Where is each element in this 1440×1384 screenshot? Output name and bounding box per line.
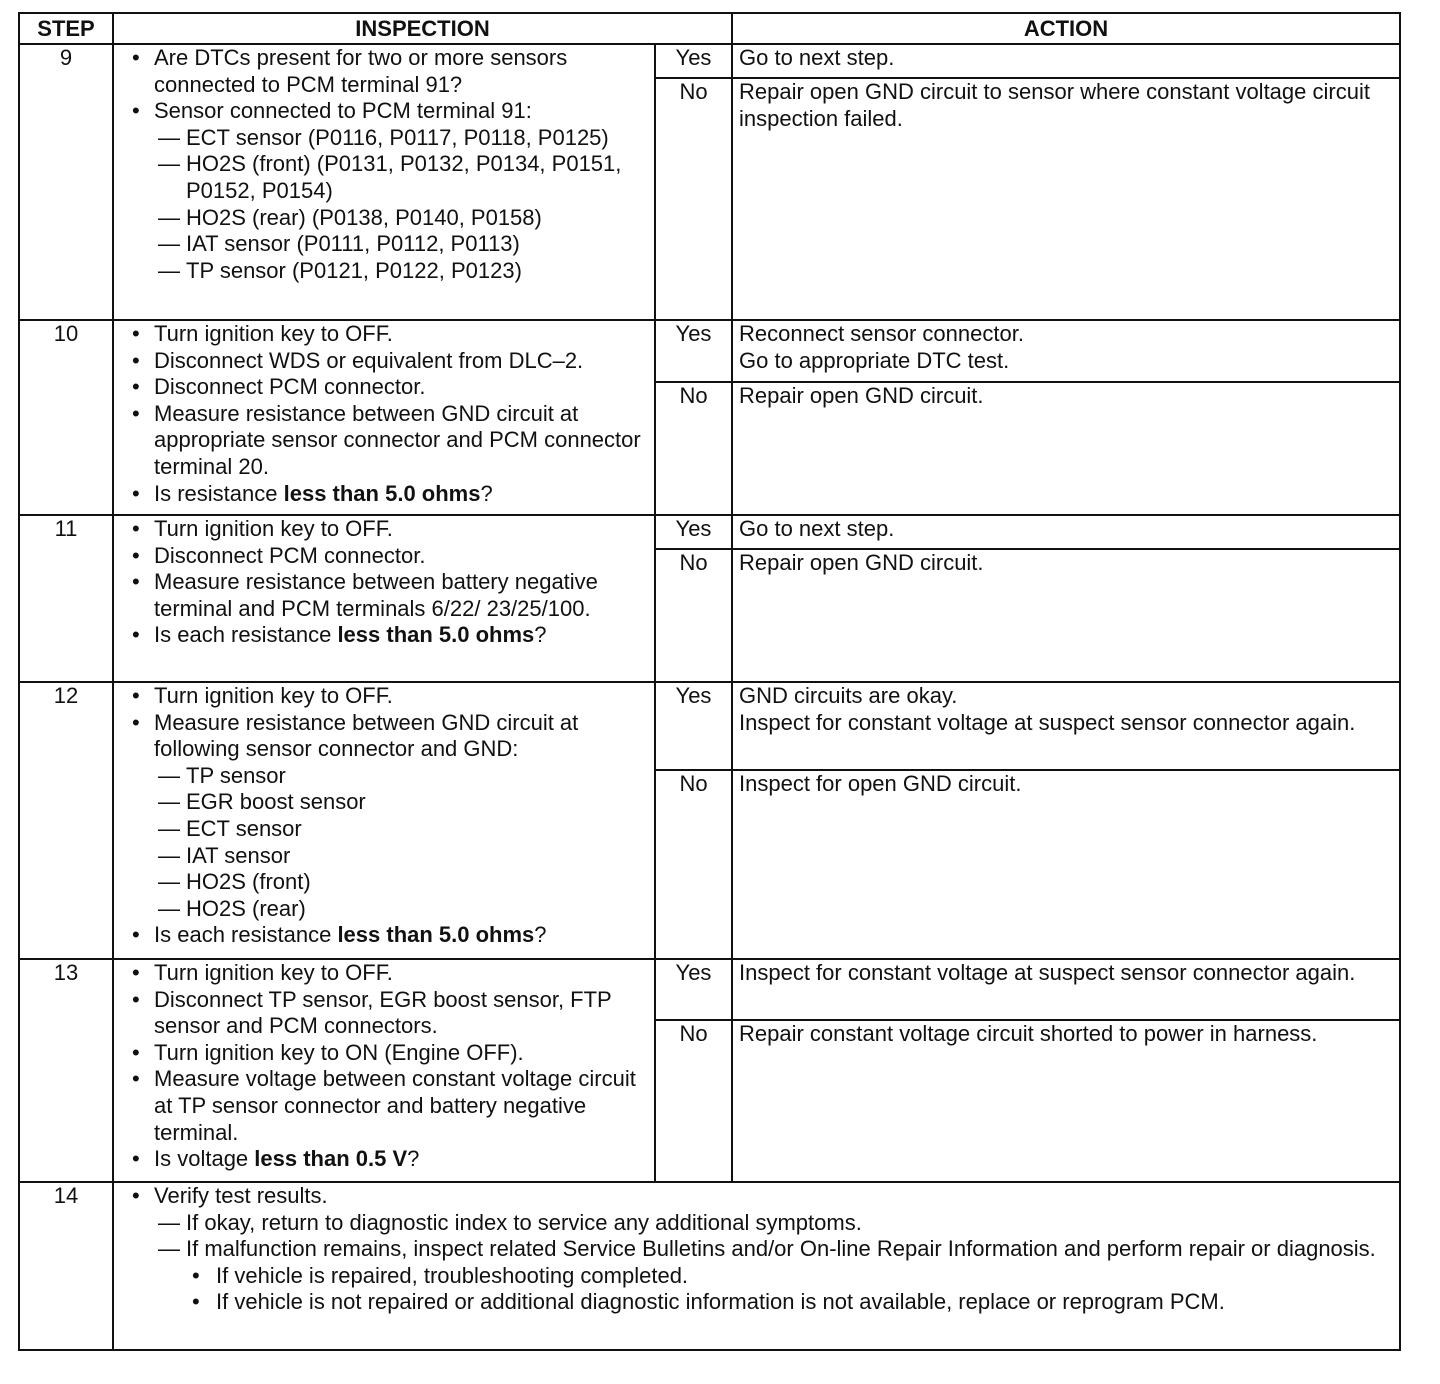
dash-item [126,763,648,790]
item-text: Is each resistance [154,922,338,948]
bullet-item [126,622,648,649]
step-row-14 [19,1182,1400,1350]
bullet-item [126,987,648,1040]
item-text: Measure resistance between battery negative terminal and PCM terminals 6/22/ 23/25/100. [154,569,598,621]
item-text: Is each resistance [154,622,338,648]
no-label: No [655,1020,732,1182]
item-text: If okay, return to diagnostic index to service any additional symptoms. [186,1209,862,1235]
item-suffix: ? [534,622,547,648]
inspection-list [126,321,648,507]
yes-label: Yes [655,959,732,1020]
item-text: Turn ignition key to OFF. [154,960,393,985]
header-row [19,13,1400,44]
item-emphasis: less than 0.5 V [254,1146,408,1172]
bullet-item [126,1066,648,1146]
inspection-list [126,960,648,1173]
bullet-item [126,321,648,348]
item-text: Turn ignition key to ON (Engine OFF). [154,1039,524,1065]
inspection-list [126,683,648,949]
bullet-item [126,1183,1393,1210]
inspection-cell [113,44,655,320]
dash-mark: — [158,762,180,788]
dash-item [126,231,648,258]
item-text: Are DTCs present for two or more sensors connected to PCM terminal 91? [154,45,568,97]
item-suffix: ? [534,922,547,948]
final-list [126,1183,1393,1316]
item-text: IAT sensor (P0111, P0112, P0113) [186,231,520,257]
yes-label: Yes [655,515,732,549]
item-text: If malfunction remains, inspect related Service Bulletins and/or On-line Repair Information and perform repair or diagnosis. [186,1236,1376,1262]
item-emphasis: less than 5.0 ohms [283,480,481,506]
step-number: 13 [19,959,113,1182]
item-text: HO2S (front) [186,869,311,895]
item-suffix: ? [480,480,493,506]
item-text: ECT sensor (P0116, P0117, P0118, P0125) [186,124,609,150]
bullet-item [126,543,648,570]
item-text: If vehicle is not repaired or additional diagnostic information is not available, replace or reprogram PCM. [216,1289,1225,1315]
dash-mark: — [158,124,180,150]
inspection-list [126,45,648,284]
item-text: Disconnect TP sensor, EGR boost sensor, FTP sensor and PCM connectors. [154,986,612,1039]
item-text: HO2S (rear) [186,895,306,921]
dash-mark: — [158,789,180,815]
no-label: No [655,770,732,959]
item-text: ECT sensor [186,815,302,841]
table-body [19,44,1400,1350]
dash-mark: — [158,869,180,895]
bullet-item [126,401,648,481]
step-row-12-yes [19,682,1400,770]
no-label: No [655,549,732,682]
item-text: IAT sensor [186,842,291,868]
yes-label: Yes [655,44,732,78]
inspection-cell [113,320,655,515]
bullet-item [126,1289,1393,1316]
dash-item [126,843,648,870]
dash-mark: — [158,1209,180,1235]
item-emphasis: less than 5.0 ohms [337,622,535,648]
dash-item [126,789,648,816]
item-text: Is voltage [154,1146,255,1172]
dash-item [126,869,648,896]
item-text: Measure voltage between constant voltage circuit at TP sensor connector and battery negative terminal. [154,1066,636,1145]
dash-mark: — [158,895,180,921]
inspection-list [126,516,648,649]
final-inspection-cell [113,1182,1400,1350]
inspection-cell [113,682,655,959]
bullet-item [126,960,648,987]
dash-mark: — [158,204,180,230]
no-action: Repair open GND circuit to sensor where constant voltage circuit inspection failed. [732,78,1400,320]
item-text: TP sensor [186,762,286,788]
bullet-item [126,516,648,543]
item-suffix: ? [407,1146,420,1172]
step-number: 12 [19,682,113,959]
action-header: ACTION [732,13,1400,44]
item-emphasis: less than 5.0 ohms [337,922,535,948]
item-text: Disconnect PCM connector. [154,374,426,400]
item-text: Turn ignition key to OFF. [154,516,393,541]
step-row-10-yes [19,320,1400,382]
step-header: STEP [19,13,113,44]
yes-action: GND circuits are okay. Inspect for constant voltage at suspect sensor connector again. [732,682,1400,770]
dash-item [126,258,648,285]
step-row-11-yes [19,515,1400,549]
bullet-item [126,710,648,763]
dash-item [126,205,648,232]
troubleshooting-table [18,12,1401,1351]
bullet-item [126,922,648,949]
dash-mark: — [158,1236,180,1262]
yes-action: Reconnect sensor connector. Go to appropriate DTC test. [732,320,1400,382]
dash-item [126,151,648,204]
no-action: Inspect for open GND circuit. [732,770,1400,959]
item-text: Sensor connected to PCM terminal 91: [154,98,532,124]
yes-action: Go to next step. [732,44,1400,78]
item-text: Disconnect PCM connector. [154,542,426,568]
bullet-item [126,45,648,98]
inspection-header: INSPECTION [113,13,732,44]
step-number: 14 [19,1182,113,1350]
dash-item [126,896,648,923]
item-text: Verify test results. [154,1183,328,1208]
dash-item [126,1236,1393,1263]
dash-mark: — [158,151,180,177]
item-text: HO2S (front) (P0131, P0132, P0134, P0151, P0152, P0154) [186,151,622,203]
yes-label: Yes [655,682,732,770]
step-number: 9 [19,44,113,320]
bullet-item [126,481,648,508]
step-row-9-yes [19,44,1400,78]
step-row-13-yes [19,959,1400,1020]
item-text: If vehicle is repaired, troubleshooting completed. [216,1262,689,1288]
bullet-item [126,374,648,401]
step-number: 10 [19,320,113,515]
bullet-item [126,683,648,710]
bullet-item [126,1040,648,1067]
item-text: Disconnect WDS or equivalent from DLC–2. [154,347,584,373]
item-text: Is resistance [154,480,284,506]
dash-item [126,816,648,843]
no-label: No [655,78,732,320]
item-text: Turn ignition key to OFF. [154,683,393,708]
bullet-item [126,569,648,622]
no-action: Repair open GND circuit. [732,549,1400,682]
item-text: Measure resistance between GND circuit at following sensor connector and GND: [154,709,579,762]
dash-mark: — [158,257,180,283]
step-number: 11 [19,515,113,682]
item-text: TP sensor (P0121, P0122, P0123) [186,257,522,283]
bullet-item [126,98,648,125]
item-text: Measure resistance between GND circuit at appropriate sensor connector and PCM connector terminal 20. [154,400,641,479]
inspection-cell [113,515,655,682]
bullet-item [126,1146,648,1173]
bullet-item [126,348,648,375]
item-text: EGR boost sensor [186,789,366,815]
inspection-cell [113,959,655,1182]
item-text: Turn ignition key to OFF. [154,321,393,346]
yes-label: Yes [655,320,732,382]
dash-mark: — [158,842,180,868]
item-text: HO2S (rear) (P0138, P0140, P0158) [186,204,542,230]
no-label: No [655,382,732,515]
yes-action: Inspect for constant voltage at suspect sensor connector again. [732,959,1400,1020]
yes-action: Go to next step. [732,515,1400,549]
dash-item [126,1210,1393,1237]
dash-item [126,125,648,152]
no-action: Repair open GND circuit. [732,382,1400,515]
bullet-item [126,1263,1393,1290]
no-action: Repair constant voltage circuit shorted to power in harness. [732,1020,1400,1182]
dash-mark: — [158,231,180,257]
dash-mark: — [158,815,180,841]
